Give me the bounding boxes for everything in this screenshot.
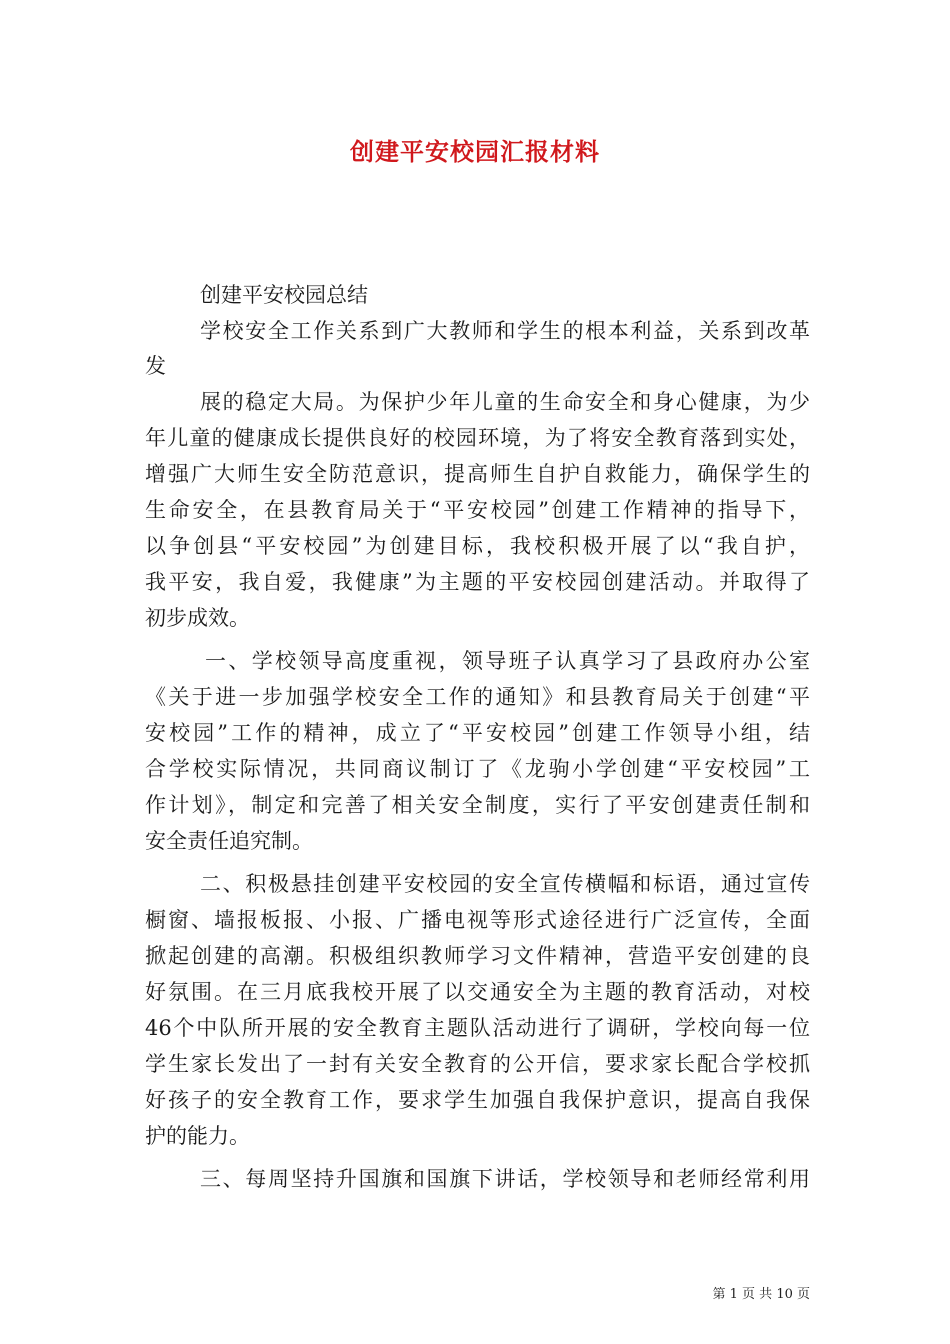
body-line: 护的能力。 xyxy=(145,1124,250,1148)
body-line: 掀起创建的高潮。积极组织教师学习文件精神，营造平安创建的良 xyxy=(145,944,810,968)
body-line: 好孩子的安全教育工作，要求学生加强自我保护意识，提高自我保 xyxy=(145,1088,810,1112)
body-line: 发 xyxy=(145,354,166,378)
body-line: 学校安全工作关系到广大教师和学生的根本利益，关系到改革 xyxy=(200,319,810,343)
body-line: 三、每周坚持升国旗和国旗下讲话，学校领导和老师经常利用 xyxy=(200,1167,810,1191)
body-line: 年儿童的健康成长提供良好的校园环境，为了将安全教育落到实处， xyxy=(145,426,810,450)
body-line: 二、积极悬挂创建平安校园的安全宣传横幅和标语，通过宣传 xyxy=(200,872,810,896)
body-line: 增强广大师生安全防范意识，提高师生自护自救能力，确保学生的 xyxy=(145,462,810,486)
body-line: 我平安，我自爱，我健康”为主题的平安校园创建活动。并取得了 xyxy=(145,570,810,594)
body-line: 作计划》，制定和完善了相关安全制度，实行了平安创建责任制和 xyxy=(145,793,810,817)
page-number: 第 1 页 共 10 页 xyxy=(712,1287,810,1302)
body-line: 初步成效。 xyxy=(145,606,250,630)
document-title: 创建平安校园汇报材料 xyxy=(350,137,600,166)
body-line: 安全责任追究制。 xyxy=(145,829,313,853)
body-line: 以争创县“平安校园”为创建目标，我校积极开展了以“我自护， xyxy=(145,534,810,558)
body-line: 生命安全，在县教育局关于“平安校园”创建工作精神的指导下， xyxy=(145,498,810,522)
body-line: 学生家长发出了一封有关安全教育的公开信，要求家长配合学校抓 xyxy=(145,1052,810,1076)
section-subtitle: 创建平安校园总结 xyxy=(200,283,368,307)
body-line: 展的稳定大局。为保护少年儿童的生命安全和身心健康，为少 xyxy=(200,390,810,414)
body-line: 合学校实际情况，共同商议制订了《龙驹小学创建“平安校园”工 xyxy=(145,757,810,781)
body-line: 《关于进一步加强学校安全工作的通知》和县教育局关于创建“平 xyxy=(145,685,810,709)
body-line: 橱窗、墙报板报、小报、广播电视等形式途径进行广泛宣传，全面 xyxy=(145,908,810,932)
body-line: 安校园”工作的精神，成立了“平安校园”创建工作领导小组，结 xyxy=(145,721,810,745)
body-line: 一、学校领导高度重视，领导班子认真学习了县政府办公室 xyxy=(205,649,810,673)
body-line: 好氛围。在三月底我校开展了以交通安全为主题的教育活动，对校 xyxy=(145,980,810,1004)
body-line: 46个中队所开展的安全教育主题队活动进行了调研，学校向每一位 xyxy=(145,1016,810,1040)
